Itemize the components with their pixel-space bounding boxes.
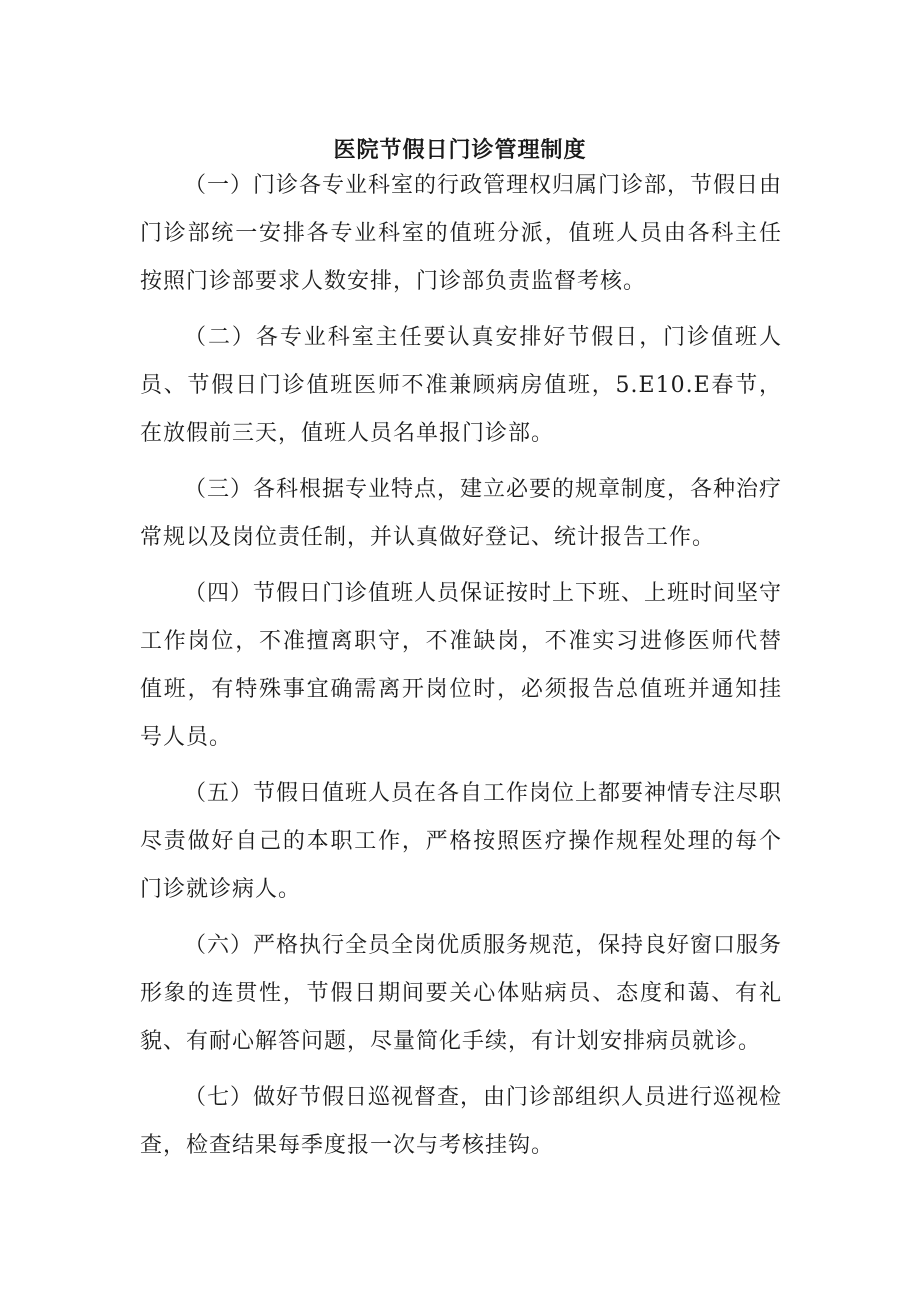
paragraph-3: （三）各科根据专业特点，建立必要的规章制度，各种治疗常规以及岗位责任制，并认真做好登记、统计报告工作。 xyxy=(140,477,783,550)
paragraph-5: （五）节假日值班人员在各自工作岗位上都要神情专注尽职尽责做好自己的本职工作，严格按照医疗操作规程处理的每个门诊就诊病人。 xyxy=(140,781,783,902)
paragraph-6: （六）严格执行全员全岗优质服务规范，保持良好窗口服务形象的连贯性，节假日期间要关心体贴病员、态度和蔼、有礼貌、有耐心解答问题，尽量简化手续，有计划安排病员就诊。 xyxy=(140,933,783,1054)
paragraph-2: （二）各专业科室主任要认真安排好节假日，门诊值班人员、节假日门诊值班医师不准兼顾病房值班，5.E10.E春节，在放假前三天，值班人员名单报门诊部。 xyxy=(140,325,782,446)
paragraph-1: （一）门诊各专业科室的行政管理权归属门诊部，节假日由门诊部统一安排各专业科室的值班分派，值班人员由各科主任按照门诊部要求人数安排，门诊部负责监督考核。 xyxy=(140,173,783,294)
document-title: 医院节假日门诊管理制度 xyxy=(333,136,587,163)
paragraph-4: （四）节假日门诊值班人员保证按时上下班、上班时间坚守工作岗位，不准擅离职守，不准缺岗，不准实习进修医师代替值班，有特殊事宜确需离开岗位时，必须报告总值班并通知挂号人员。 xyxy=(140,581,783,750)
paragraph-7: （七）做好节假日巡视督查，由门诊部组织人员进行巡视检查，检查结果每季度报一次与考核挂钩。 xyxy=(140,1085,783,1158)
document-body xyxy=(140,162,782,1178)
